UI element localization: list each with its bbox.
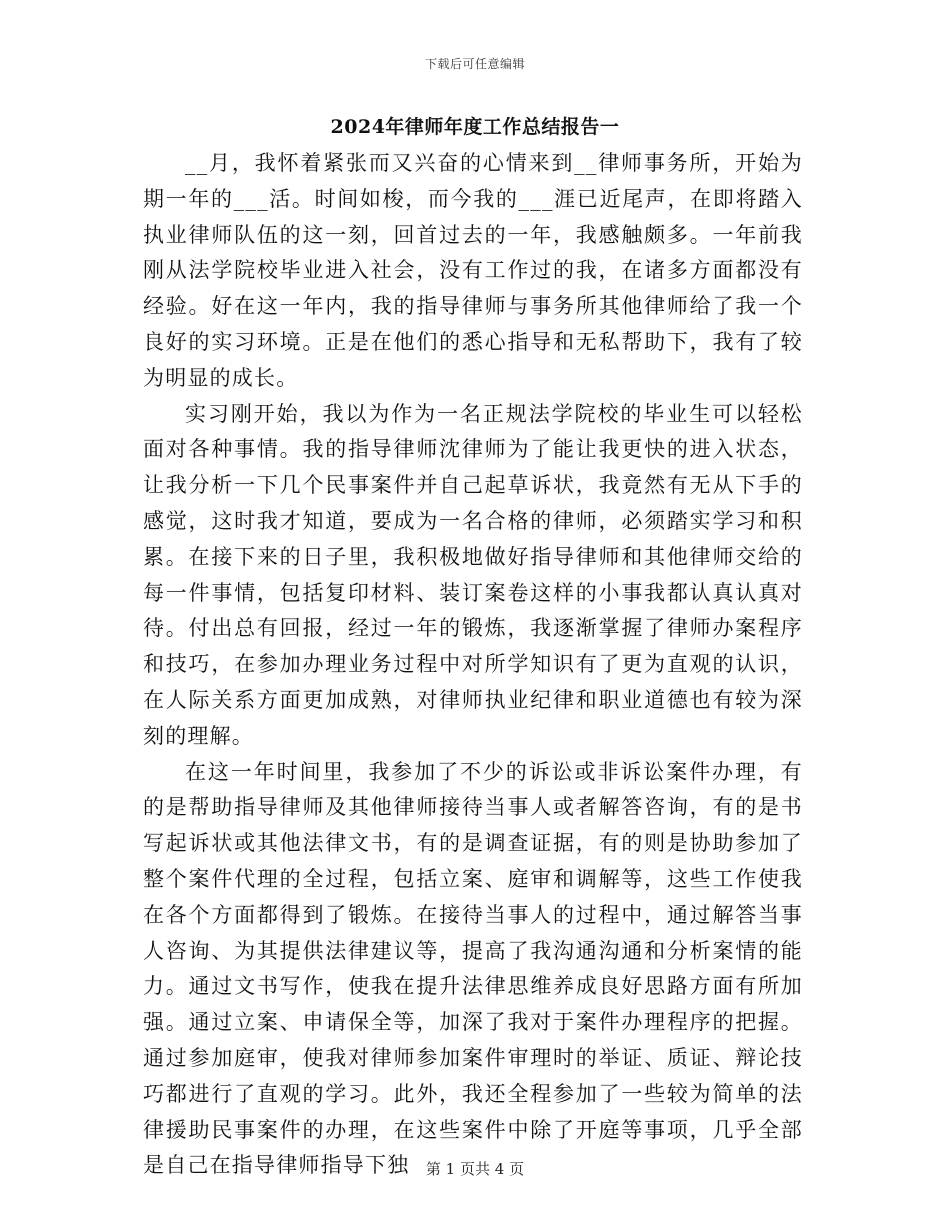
- paragraph-3: 在这一年时间里，我参加了不少的诉讼或非诉讼案件办理，有的是帮助指导律师及其他律师接待当事人或者解答咨询，有的是书写起诉状或其他法律文书，有的是调查证据，有的则是协助参加了整个案件代理的全过程，包括立案、庭审和调解等，这些工作使我在各个方面都得到了锻炼。在接待当事人的过程中，通过解答当事人咨询、为其提供法律建议等，提高了我沟通沟通和分析案情的能力。通过文书写作，使我在提升法律思维养成良好思路方面有所加强。通过立案、申请保全等，加深了我对于案件办理程序的把握。通过参加庭审，使我对律师参加案件审理时的举证、质证、辩论技巧都进行了直观的学习。此外，我还全程参加了一些较为简单的法律援助民事案件的办理，在这些案件中除了开庭等事项，几乎全部是自己在指导律师指导下独: [143, 759, 803, 1178]
- document-title: 2024年律师年度工作总结报告一: [330, 116, 620, 138]
- header-note: 下载后可任意编辑: [424, 57, 525, 71]
- paragraph-2: 实习刚开始，我以为作为一名正规法学院校的毕业生可以轻松面对各种事情。我的指导律师沈律师为了能让我更快的进入状态，让我分析一下几个民事案件并自己起草诉状，我竟然有无从下手的感觉，这时我才知道，要成为一名合格的律师，必须踏实学习和积累。在接下来的日子里，我积极地做好指导律师和其他律师交给的每一件事情，包括复印材料、装订案卷这样的小事我都认真认真对待。付出总有回报，经过一年的锻炼，我逐渐掌握了律师办案程序和技巧，在参加办理业务过程中对所学知识有了更为直观的认识，在人际关系方面更加成熟，对律师执业纪律和职业道德也有较为深刻的理解。: [143, 401, 803, 748]
- paragraph-1: __月，我怀着紧张而又兴奋的心情来到__律师事务所，开始为期一年的___活。时间如梭，而今我的___涯已近尾声，在即将踏入执业律师队伍的这一刻，回首过去的一年，我感触颇多。一年前我刚从法学院校毕业进入社会，没有工作过的我，在诸多方面都没有经验。好在这一年内，我的指导律师与事务所其他律师给了我一个良好的实习环境。正是在他们的悉心指导和无私帮助下，我有了较为明显的成长。: [143, 151, 803, 390]
- document-body: [143, 146, 803, 1184]
- page-number: 第 1 页共 4 页: [425, 1160, 525, 1178]
